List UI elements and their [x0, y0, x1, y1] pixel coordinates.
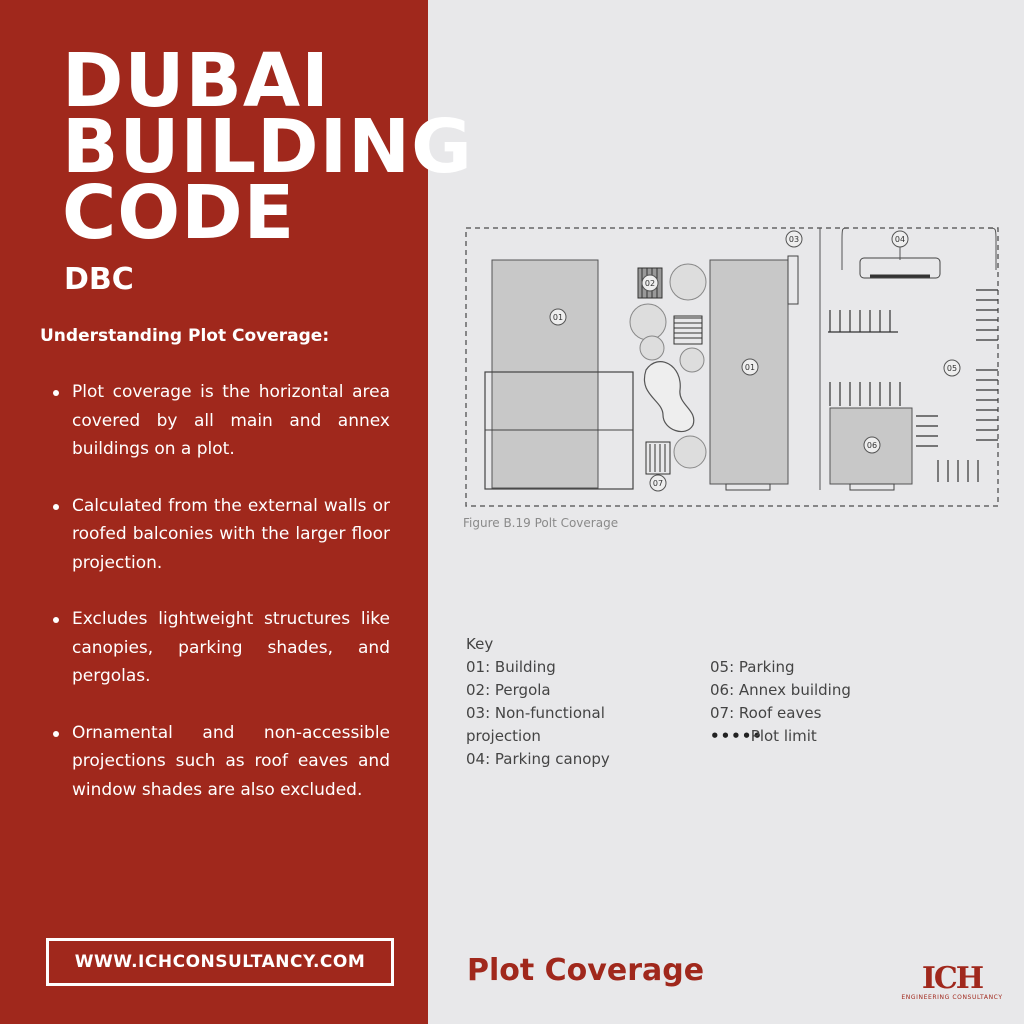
page-title [62, 38, 473, 256]
bullet-item: Calculated from the external walls or roofed balconies with the larger floor projection. [50, 492, 390, 578]
label-03: 03 [788, 235, 800, 244]
bullet-list [50, 378, 390, 832]
page-subtitle: DBC [64, 262, 134, 297]
key-item: projection [466, 727, 541, 745]
plot-coverage-title: Plot Coverage [467, 953, 705, 988]
key-item: 06: Annex building [710, 681, 851, 699]
key-item-plot-limit [710, 725, 851, 748]
label-05: 05 [946, 364, 958, 373]
dotted-line-icon: ••••• [710, 727, 763, 745]
figure-caption: Figure B.19 Polt Coverage [463, 516, 619, 530]
key-item: 05: Parking [710, 658, 795, 676]
plot-coverage-diagram [458, 220, 1004, 516]
label-04: 04 [894, 235, 906, 244]
key-item: 07: Roof eaves [710, 704, 822, 722]
building-left [492, 260, 598, 488]
bullet-item: Ornamental and non-accessible projections such as roof eaves and window shades are also excluded. [50, 719, 390, 805]
key-item: 03: Non-functional [466, 704, 605, 722]
non-functional-projection [788, 256, 798, 304]
website-link[interactable]: WWW.ICHCONSULTANCY.COM [46, 938, 394, 986]
key-title: Key [466, 635, 494, 653]
annex-step [850, 484, 894, 490]
title-line: DUBAI [62, 38, 330, 124]
title-line: CODE [62, 170, 296, 256]
key-column-2 [710, 656, 851, 748]
label-07: 07 [652, 479, 664, 488]
label-01: 01 [552, 313, 564, 322]
ich-logo [893, 961, 1011, 1001]
bullet-item: Excludes lightweight structures like canopies, parking shades, and pergolas. [50, 605, 390, 691]
logo-subtitle: ENGINEERING CONSULTANCY [901, 994, 1003, 1001]
key-item: 04: Parking canopy [466, 750, 610, 768]
section-heading: Understanding Plot Coverage: [40, 326, 330, 346]
label-01b: 01 [744, 363, 756, 372]
title-line: BUILDING [62, 104, 473, 190]
logo-mark: ICH [921, 961, 983, 996]
label-06: 06 [866, 441, 878, 450]
label-02: 02 [644, 279, 656, 288]
key-column-1 [466, 633, 610, 771]
bullet-item: Plot coverage is the horizontal area covered by all main and annex buildings on a plot. [50, 378, 390, 464]
plot-limit-label: Plot limit [750, 727, 817, 745]
pergola-mid [674, 316, 702, 344]
key-item: 02: Pergola [466, 681, 551, 699]
pool [644, 362, 693, 432]
building-step [726, 484, 770, 490]
key-item: 01: Building [466, 658, 556, 676]
